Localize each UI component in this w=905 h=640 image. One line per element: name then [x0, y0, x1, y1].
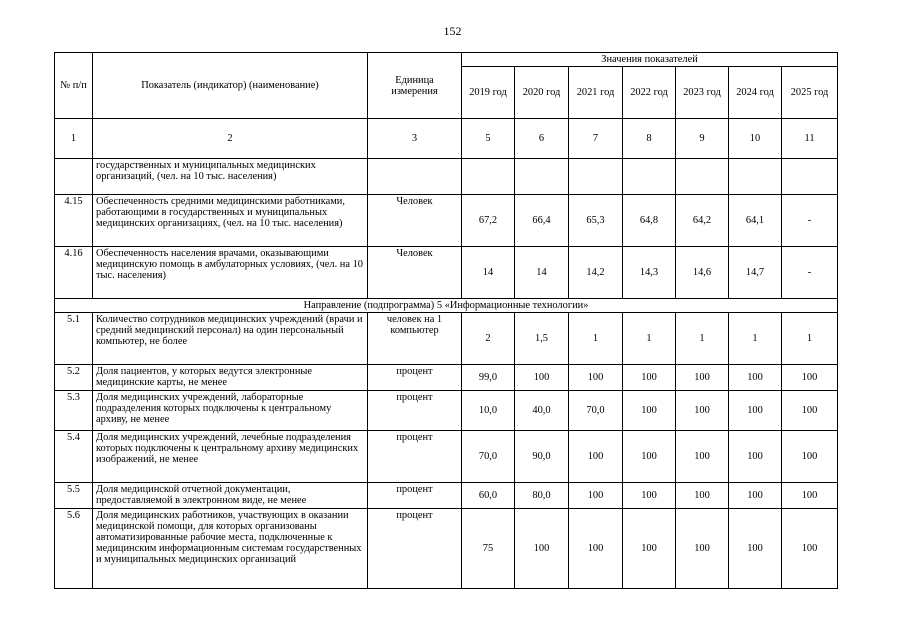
row-num: 4.16 — [55, 247, 93, 299]
row-value: 100 — [676, 431, 729, 483]
row-value: 90,0 — [515, 431, 569, 483]
column-number: 5 — [462, 119, 515, 159]
row-value: 64,2 — [676, 195, 729, 247]
row-value — [462, 159, 515, 195]
row-value: 100 — [729, 483, 782, 509]
row-unit: процент — [368, 391, 462, 431]
header-year: 2025 год — [782, 67, 838, 119]
row-value: 64,1 — [729, 195, 782, 247]
column-number: 2 — [93, 119, 368, 159]
table-row — [55, 195, 838, 247]
section-title: Направление (подпрограмма) 5 «Информационные технологии» — [55, 299, 838, 313]
row-value: 14 — [515, 247, 569, 299]
header-year: 2024 год — [729, 67, 782, 119]
table-row — [55, 247, 838, 299]
header-year: 2023 год — [676, 67, 729, 119]
row-value: 100 — [782, 365, 838, 391]
column-number: 9 — [676, 119, 729, 159]
row-num: 5.6 — [55, 509, 93, 589]
row-value: 100 — [569, 483, 623, 509]
row-unit — [368, 159, 462, 195]
row-value: 100 — [782, 509, 838, 589]
table-row — [55, 431, 838, 483]
section-row — [55, 299, 838, 313]
row-value: 67,2 — [462, 195, 515, 247]
row-indicator: Доля медицинской отчетной документации, предоставляемой в электронном виде, не менее — [93, 483, 368, 509]
row-indicator: Доля медицинских учреждений, лабораторные подразделения которых подключены к центральному архиву, не менее — [93, 391, 368, 431]
row-value: 100 — [676, 391, 729, 431]
row-value: 10,0 — [462, 391, 515, 431]
table-row — [55, 313, 838, 365]
row-value: 75 — [462, 509, 515, 589]
row-value: 1 — [729, 313, 782, 365]
column-number: 10 — [729, 119, 782, 159]
row-unit: процент — [368, 431, 462, 483]
row-value: 100 — [623, 365, 676, 391]
row-value: 100 — [729, 431, 782, 483]
row-num: 5.5 — [55, 483, 93, 509]
row-value: - — [782, 247, 838, 299]
row-indicator: Обеспеченность населения врачами, оказывающими медицинскую помощь в амбулаторных условиях, (чел. на 10 тыс. населения) — [93, 247, 368, 299]
row-value: 100 — [569, 509, 623, 589]
row-num: 5.3 — [55, 391, 93, 431]
header-num: № п/п — [55, 53, 93, 119]
row-num: 4.15 — [55, 195, 93, 247]
row-value: 80,0 — [515, 483, 569, 509]
row-value: 1 — [782, 313, 838, 365]
row-value: 100 — [515, 365, 569, 391]
header-year: 2020 год — [515, 67, 569, 119]
row-value: 100 — [623, 509, 676, 589]
row-indicator: государственных и муниципальных медицинских организаций, (чел. на 10 тыс. населения) — [93, 159, 368, 195]
column-number: 8 — [623, 119, 676, 159]
header-values-group: Значения показателей — [462, 53, 838, 67]
row-value: 1 — [676, 313, 729, 365]
table-row — [55, 365, 838, 391]
row-value: - — [782, 195, 838, 247]
row-value: 60,0 — [462, 483, 515, 509]
row-value: 100 — [623, 483, 676, 509]
row-value: 99,0 — [462, 365, 515, 391]
row-value: 70,0 — [462, 431, 515, 483]
row-value: 100 — [676, 483, 729, 509]
row-value: 64,8 — [623, 195, 676, 247]
row-value — [515, 159, 569, 195]
row-value — [569, 159, 623, 195]
row-value — [623, 159, 676, 195]
row-value — [676, 159, 729, 195]
row-unit: Человек — [368, 247, 462, 299]
row-value: 40,0 — [515, 391, 569, 431]
row-value: 100 — [729, 391, 782, 431]
table-row — [55, 483, 838, 509]
row-value: 100 — [782, 391, 838, 431]
row-value: 14,3 — [623, 247, 676, 299]
row-value: 100 — [782, 483, 838, 509]
row-unit: человек на 1 компьютер — [368, 313, 462, 365]
row-value — [782, 159, 838, 195]
row-value: 100 — [623, 431, 676, 483]
row-value: 100 — [623, 391, 676, 431]
table-row — [55, 391, 838, 431]
row-unit: процент — [368, 509, 462, 589]
column-number: 1 — [55, 119, 93, 159]
row-indicator: Доля медицинских работников, участвующих в оказании медицинской помощи, для которых организованы автоматизированные рабочие места, подключенные к медицинским информационным системам государственных и муниципальных медицинских организаций — [93, 509, 368, 589]
row-value: 14,7 — [729, 247, 782, 299]
row-num: 5.4 — [55, 431, 93, 483]
column-number: 6 — [515, 119, 569, 159]
header-year: 2019 год — [462, 67, 515, 119]
header-year: 2022 год — [623, 67, 676, 119]
row-value: 100 — [782, 431, 838, 483]
row-value: 1 — [623, 313, 676, 365]
row-value: 100 — [676, 509, 729, 589]
row-num — [55, 159, 93, 195]
row-indicator: Доля пациентов, у которых ведутся электронные медицинские карты, не менее — [93, 365, 368, 391]
row-value — [729, 159, 782, 195]
header-year: 2021 год — [569, 67, 623, 119]
row-value: 100 — [729, 365, 782, 391]
table-row — [55, 159, 838, 195]
row-indicator: Обеспеченность средними медицинскими работниками, работающими в государственных и муниципальных медицинских организациях, (чел. на 10 тыс. населения) — [93, 195, 368, 247]
row-num: 5.1 — [55, 313, 93, 365]
row-value: 100 — [515, 509, 569, 589]
column-number: 7 — [569, 119, 623, 159]
row-value: 70,0 — [569, 391, 623, 431]
row-value: 65,3 — [569, 195, 623, 247]
indicators-table — [54, 52, 838, 589]
row-value: 14 — [462, 247, 515, 299]
row-unit: Человек — [368, 195, 462, 247]
row-value: 14,2 — [569, 247, 623, 299]
table-row — [55, 509, 838, 589]
column-number: 3 — [368, 119, 462, 159]
row-value: 1 — [569, 313, 623, 365]
row-value: 100 — [569, 365, 623, 391]
page-number: 152 — [443, 24, 462, 38]
row-value: 100 — [676, 365, 729, 391]
row-value: 100 — [569, 431, 623, 483]
row-unit: процент — [368, 365, 462, 391]
row-value: 2 — [462, 313, 515, 365]
row-value: 1,5 — [515, 313, 569, 365]
row-indicator: Количество сотрудников медицинских учреждений (врачи и средний медицинский персонал) на один персональный компьютер, не более — [93, 313, 368, 365]
column-number: 11 — [782, 119, 838, 159]
row-value: 100 — [729, 509, 782, 589]
row-value: 14,6 — [676, 247, 729, 299]
row-unit: процент — [368, 483, 462, 509]
header-unit: Единица измерения — [368, 53, 462, 119]
header-indicator: Показатель (индикатор) (наименование) — [93, 53, 368, 119]
row-num: 5.2 — [55, 365, 93, 391]
row-indicator: Доля медицинских учреждений, лечебные подразделения которых подключены к центральному архиву медицинских изображений, не менее — [93, 431, 368, 483]
row-value: 66,4 — [515, 195, 569, 247]
